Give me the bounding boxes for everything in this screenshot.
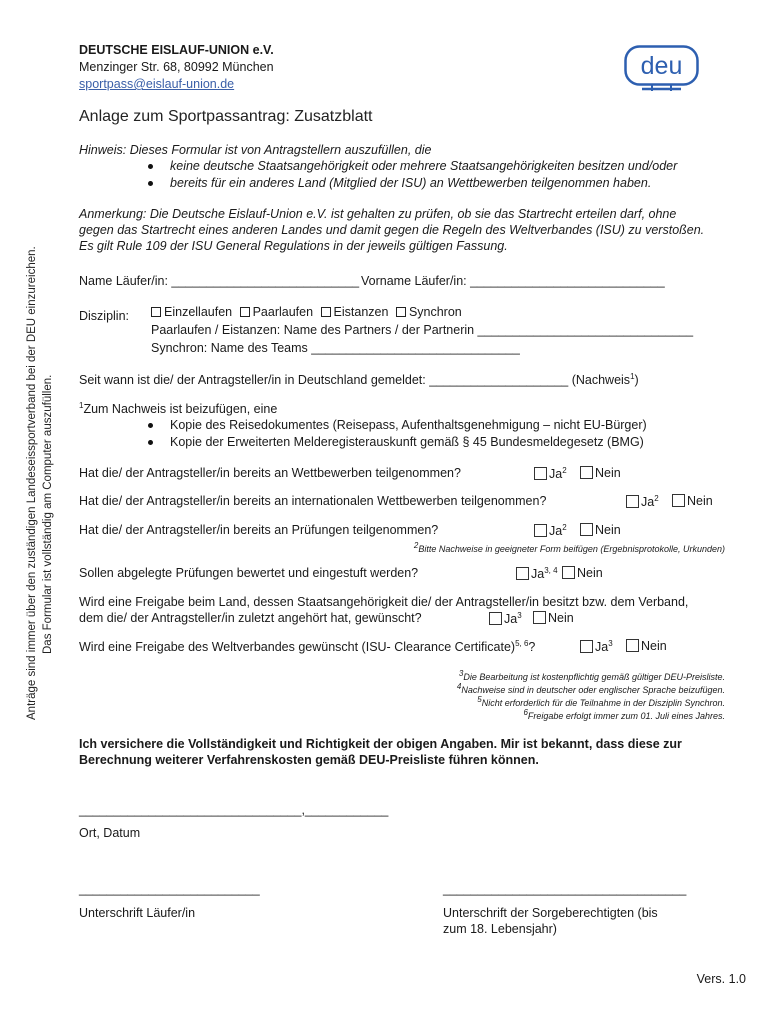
question-international: Hat die/ der Antragsteller/in bereits an internationalen Wettbewerben teilgenommen? <box>79 494 547 508</box>
option-label: Paarlaufen <box>252 305 314 319</box>
hinweis-bullet-1: keine deutsche Staatsangehörigkeit oder mehrere Staatsangehörigkeiten besitzen und/oder <box>170 159 678 173</box>
footnote-text: Nachweise sind in deutscher oder englischer Sprache beizufügen. <box>461 685 725 695</box>
bullet-icon <box>148 423 153 428</box>
signature-sorge-label-2: zum 18. Lebensjahr) <box>443 922 557 936</box>
footnote-6 <box>523 708 725 721</box>
nachweis-bullet-2: Kopie der Erweiterten Melderegisterauskunft gemäß § 45 Bundesmeldegesetz (BMG) <box>170 435 644 449</box>
checkbox-paarlaufen[interactable] <box>240 305 313 319</box>
page-title: Anlage zum Sportpassantrag: Zusatzblatt <box>79 108 373 125</box>
org-name: DEUTSCHE EISLAUF-UNION e.V. <box>79 43 274 57</box>
footnote-ref: 3, 4 <box>544 566 558 575</box>
ja-label: Ja <box>549 467 563 482</box>
hinweis-intro: Hinweis: Dieses Formular ist von Antragstellern auszufüllen, die <box>79 143 432 157</box>
hinweis-bullet-2: bereits für ein anderes Land (Mitglied der ISU) an Wettbewerben teilgenommen haben. <box>170 176 652 190</box>
q2-nein-checkbox[interactable] <box>672 494 713 508</box>
nachweis-text: Zum Nachweis ist beizufügen, eine <box>83 402 278 417</box>
footnote-ref: 2 <box>562 466 567 475</box>
q1-ja-checkbox[interactable] <box>534 466 567 481</box>
org-email-link[interactable]: sportpass@eislauf-union.de <box>79 77 235 91</box>
footnote-5 <box>477 695 725 708</box>
nein-label: Nein <box>595 466 621 480</box>
option-label: Eistanzen <box>333 305 389 319</box>
question-wettbewerbe: Hat die/ der Antragsteller/in bereits an Wettbewerben teilgenommen? <box>79 466 461 480</box>
question-freigabe-land: Wird eine Freigabe beim Land, dessen Staatsangehörigkeit die/ der Antragsteller/in besitzt bzw. dem Verband, <box>79 595 689 609</box>
ort-datum-field[interactable]: ________________________________,____________ <box>79 803 389 817</box>
bullet-icon <box>148 440 153 445</box>
q4-ja-checkbox[interactable] <box>516 566 558 581</box>
team-field[interactable]: Synchron: Name des Teams ______________________________ <box>151 341 520 355</box>
checkbox-einzellaufen[interactable] <box>151 305 232 319</box>
ja-label: Ja <box>504 612 518 627</box>
footnote-ref: 6 <box>523 708 528 717</box>
anmerkung-line-1: Anmerkung: Die Deutsche Eislauf-Union e.V. ist gehalten zu prüfen, ob sie das Startrecht erteilen darf, ohne <box>79 207 677 221</box>
nachweis-intro <box>79 401 277 416</box>
question-freigabe-isu <box>79 639 535 654</box>
logo-text: deu <box>640 52 683 80</box>
bullet-icon <box>148 164 153 169</box>
q3-ja-checkbox[interactable] <box>534 523 567 538</box>
footnote-2 <box>414 541 725 554</box>
side-note-line2: Das Formular ist vollständig am Computer auszufüllen. <box>42 374 54 654</box>
question-pruefungen: Hat die/ der Antragsteller/in bereits an Prüfungen teilgenommen? <box>79 523 439 537</box>
footnote-text: Freigabe erfolgt immer zum 01. Juli eines Jahres. <box>527 711 725 721</box>
footnote-text: Nicht erforderlich für die Teilnahme in der Disziplin Synchron. <box>481 698 725 708</box>
partner-field[interactable]: Paarlaufen / Eistanzen: Name des Partners / der Partnerin _______________________________ <box>151 323 694 337</box>
ja-label: Ja <box>641 495 655 510</box>
nein-label: Nein <box>577 566 603 580</box>
footnote-ref: 2 <box>654 494 659 503</box>
org-address: Menzinger Str. 68, 80992 München <box>79 60 274 74</box>
footnote-ref: 1 <box>630 372 635 381</box>
signature-laeufer-field[interactable]: __________________________ <box>79 882 260 896</box>
bullet-icon <box>148 181 153 186</box>
seit-wann-field[interactable] <box>79 372 639 387</box>
footnote-ref: 4 <box>456 682 462 691</box>
checkbox-eistanzen[interactable] <box>321 305 389 319</box>
question-bewertung: Sollen abgelegte Prüfungen bewertet und eingestuft werden? <box>79 566 419 580</box>
deu-logo <box>624 45 699 93</box>
vorname-field[interactable]: Vorname Läufer/in: ____________________________ <box>361 274 665 288</box>
footnote-ref: 2 <box>413 541 419 550</box>
q4-nein-checkbox[interactable] <box>562 566 603 580</box>
question-text: Wird eine Freigabe des Weltverbandes gewünscht (ISU- Clearance Certificate) <box>79 640 516 655</box>
q5-nein-checkbox[interactable] <box>533 611 574 625</box>
paren-close: ) <box>634 373 639 388</box>
anmerkung-line-3: Es gilt Rule 109 der ISU General Regulations in der jeweils gültigen Fassung. <box>79 239 508 253</box>
ja-label: Ja <box>595 640 609 655</box>
footnote-ref: 3 <box>517 611 522 620</box>
footnote-ref: 5 <box>477 695 482 704</box>
question-mark: ? <box>528 640 536 655</box>
question-freigabe-land-2: dem die/ der Antragsteller/in zuletzt angehört hat, gewünscht? <box>79 611 422 625</box>
q2-ja-checkbox[interactable] <box>626 494 659 509</box>
option-label: Synchron <box>408 305 462 319</box>
footnote-3 <box>459 669 725 682</box>
nein-label: Nein <box>641 639 667 653</box>
nein-label: Nein <box>687 494 713 508</box>
footnote-4 <box>457 682 725 695</box>
footnote-ref: 5, 6 <box>515 639 529 648</box>
ort-datum-label: Ort, Datum <box>79 826 141 840</box>
signature-sorge-field[interactable]: ___________________________________ <box>443 882 687 896</box>
footnote-ref: 3 <box>608 639 613 648</box>
signature-laeufer-label: Unterschrift Läufer/in <box>79 906 196 920</box>
ja-label: Ja <box>549 524 563 539</box>
q5-ja-checkbox[interactable] <box>489 611 522 626</box>
declaration-line-2: Berechnung weiterer Verfahrenskosten gemäß DEU-Preisliste führen können. <box>79 753 539 767</box>
disziplin-options <box>151 305 462 319</box>
nachweis-bullet-1: Kopie des Reisedokumentes (Reisepass, Aufenthaltsgenehmigung – nicht EU-Bürger) <box>170 418 647 432</box>
declaration-line-1: Ich versichere die Vollständigkeit und Richtigkeit der obigen Angaben. Mir ist bekannt, dass diese zur <box>79 737 682 751</box>
disziplin-label: Disziplin: <box>79 309 130 323</box>
ja-label: Ja <box>531 567 545 582</box>
footnote-text: Die Bearbeitung ist kostenpflichtig gemäß gültiger DEU-Preisliste. <box>463 672 725 682</box>
signature-sorge-label-1: Unterschrift der Sorgeberechtigten (bis <box>443 906 658 920</box>
nein-label: Nein <box>595 523 621 537</box>
seit-wann-text: Seit wann ist die/ der Antragsteller/in in Deutschland gemeldet: ____________________ (Nachweis <box>79 373 631 388</box>
name-field[interactable]: Name Läufer/in: ___________________________ <box>79 274 360 288</box>
footnote-ref: 2 <box>562 523 567 532</box>
q1-nein-checkbox[interactable] <box>580 466 621 480</box>
footnote-ref: 1 <box>79 401 84 410</box>
q3-nein-checkbox[interactable] <box>580 523 621 537</box>
checkbox-synchron[interactable] <box>396 305 462 319</box>
side-note-line1: Anträge sind immer über den zuständigen Landeseissportverband bei der DEU einzureichen. <box>26 246 38 720</box>
q6-ja-checkbox[interactable] <box>580 639 613 654</box>
option-label: Einzellaufen <box>164 305 233 319</box>
footnote-ref: 3 <box>458 669 464 678</box>
anmerkung-line-2: gegen das Startrecht eines anderen Landes und damit gegen die Regeln des Weltverbandes (ISU) zu verstoßen. <box>79 223 705 237</box>
footnote-text: Bitte Nachweise in geeigneter Form beifügen (Ergebnisprotokolle, Urkunden) <box>418 544 725 554</box>
nein-label: Nein <box>548 611 574 625</box>
q6-nein-checkbox[interactable] <box>626 639 667 653</box>
version-label: Vers. 1.0 <box>696 972 746 986</box>
